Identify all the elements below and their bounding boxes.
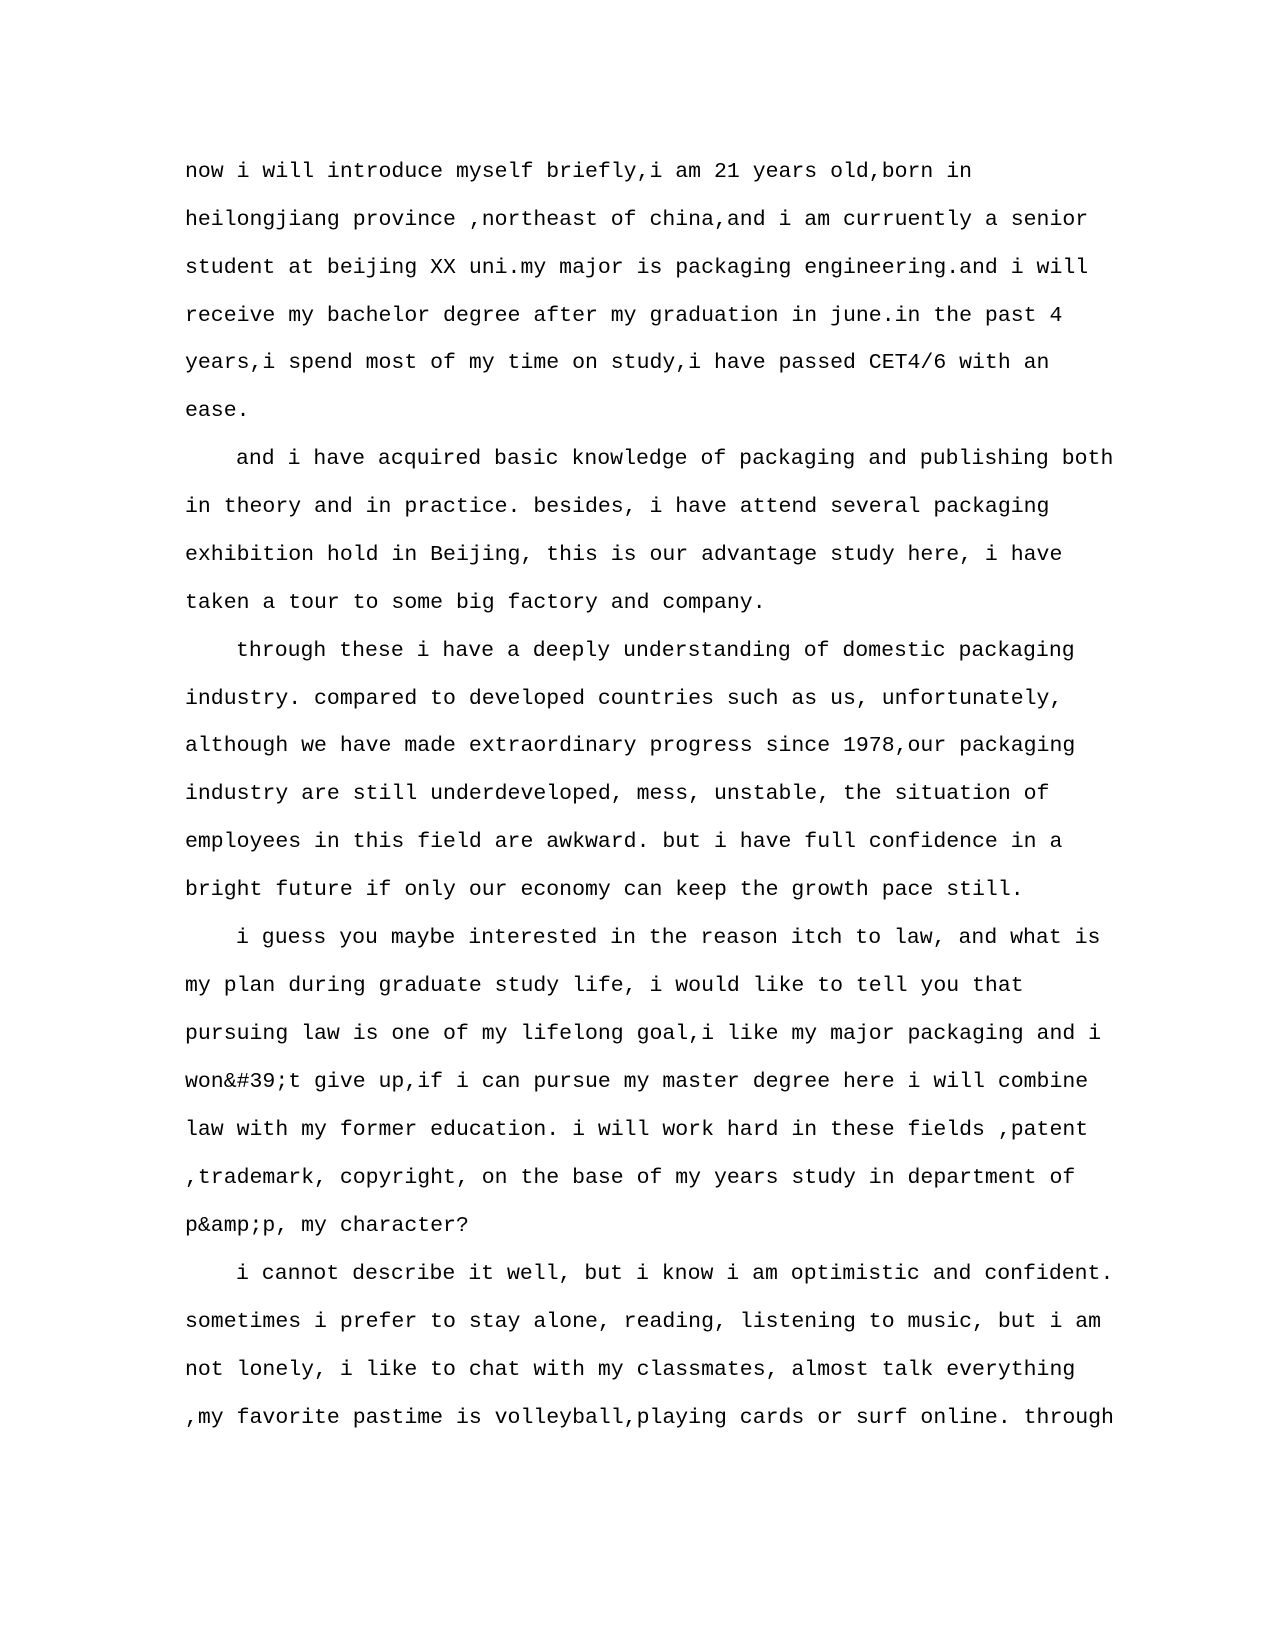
text-line: industry. compared to developed countries such as us, unfortunately,: [185, 687, 1063, 711]
text-line: years,i spend most of my time on study,i have passed CET4/6 with an: [185, 351, 1050, 375]
paragraph-first-line: through these i have a deeply understanding of domestic packaging: [236, 639, 1075, 663]
text-line: sometimes i prefer to stay alone, reading, listening to music, but i am: [185, 1310, 1102, 1334]
text-line: law with my former education. i will work hard in these fields ,patent: [185, 1118, 1089, 1142]
text-line: ease.: [185, 399, 250, 423]
text-line: pursuing law is one of my lifelong goal,i like my major packaging and i: [185, 1022, 1102, 1046]
text-line: now i will introduce myself briefly,i am 21 years old,born in: [185, 160, 973, 184]
text-line: in theory and in practice. besides, i have attend several packaging: [185, 495, 1050, 519]
text-line: my plan during graduate study life, i would like to tell you that: [185, 974, 1024, 998]
text-line: employees in this field are awkward. but i have full confidence in a: [185, 830, 1063, 854]
text-line: student at beijing XX uni.my major is packaging engineering.and i will: [185, 256, 1089, 280]
text-line: ,trademark, copyright, on the base of my years study in department of: [185, 1166, 1076, 1190]
paragraph-first-line: i guess you maybe interested in the reason itch to law, and what is: [236, 926, 1101, 950]
text-line: exhibition hold in Beijing, this is our advantage study here, i have: [185, 543, 1063, 567]
paragraph-first-line: i cannot describe it well, but i know i am optimistic and confident.: [236, 1262, 1114, 1286]
text-line: heilongjiang province ,northeast of china,and i am curruently a senior: [185, 208, 1089, 232]
text-line: taken a tour to some big factory and company.: [185, 591, 766, 615]
text-line: p&amp;p, my character?: [185, 1214, 469, 1238]
paragraph-first-line: and i have acquired basic knowledge of packaging and publishing both: [236, 447, 1114, 471]
text-line: industry are still underdeveloped, mess, unstable, the situation of: [185, 782, 1050, 806]
text-line: won&#39;t give up,if i can pursue my master degree here i will combine: [185, 1070, 1089, 1094]
text-line: not lonely, i like to chat with my classmates, almost talk everything: [185, 1358, 1076, 1382]
text-line: receive my bachelor degree after my graduation in june.in the past 4: [185, 304, 1063, 328]
text-line: although we have made extraordinary progress since 1978,our packaging: [185, 734, 1076, 758]
text-line: bright future if only our economy can keep the growth pace still.: [185, 878, 1024, 902]
text-line: ,my favorite pastime is volleyball,playing cards or surf online. through: [185, 1406, 1114, 1430]
